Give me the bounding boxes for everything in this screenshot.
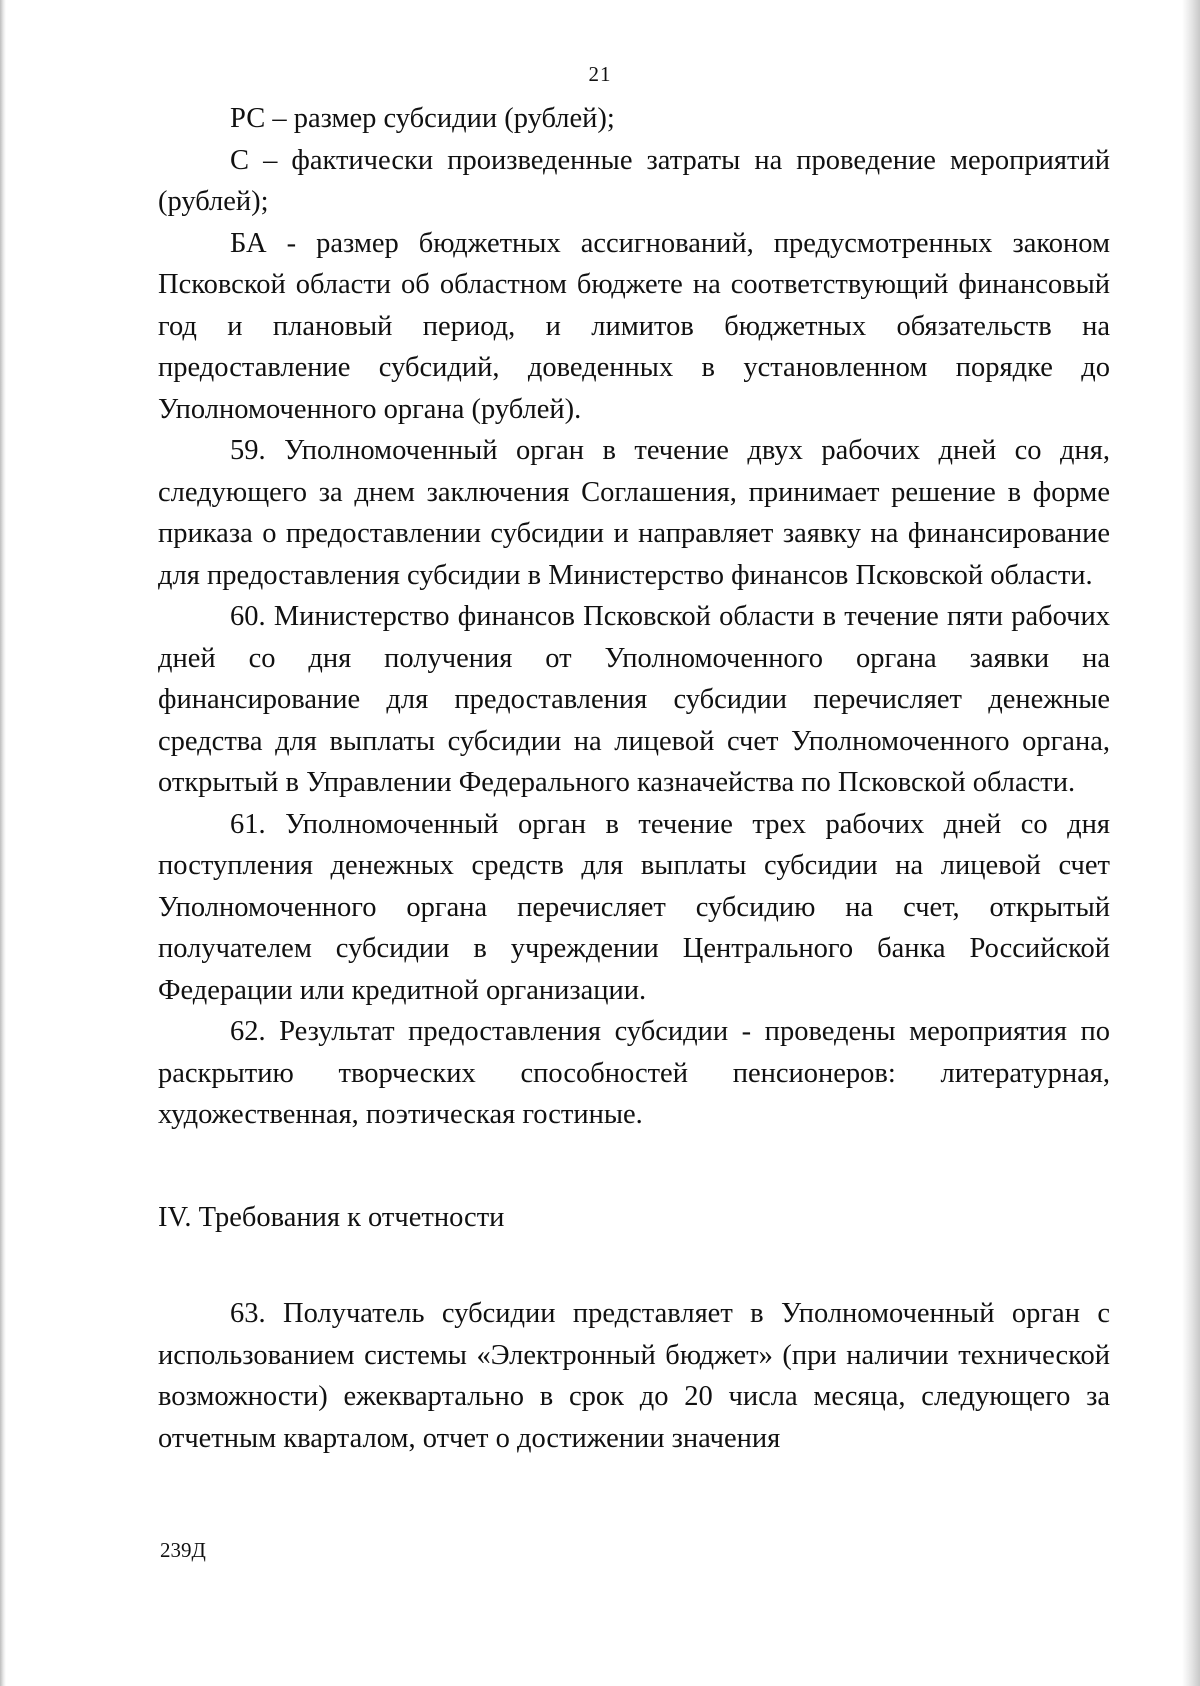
scan-edge-left	[0, 0, 6, 1686]
paragraph-rs-definition: РС – размер субсидии (рублей);	[230, 103, 615, 134]
document-code: 239Д	[160, 1538, 206, 1562]
paragraph-61: 61. Уполномоченный орган в течение трех рабочих дней со дня поступления денежных средств для выплаты субсидии на лицевой счет Уполномоченного органа перечисляет субсидию на счет, открытый получателем субсидии в учреждении Центрального банка Российской Федерации или кредитной организации.	[158, 808, 1110, 1006]
paragraph-59: 59. Уполномоченный орган в течение двух рабочих дней со дня, следующего за днем заключения Соглашения, принимает решение в форме приказа о предоставлении субсидии и направляет заявку на финансирование для предоставления субсидии в Министерство финансов Псковской области.	[158, 435, 1110, 591]
scan-edge-right	[1182, 0, 1200, 1686]
paragraph-ba-definition: БА - размер бюджетных ассигнований, предусмотренных законом Псковской области об областном бюджете на соответствующий финансовый год и плановый период, и лимитов бюджетных обязательств на предоставление субсидий, доведенных в установленном порядке до Уполномоченного органа (рублей).	[158, 227, 1110, 425]
paragraph-62: 62. Результат предоставления субсидии - проведены мероприятия по раскрытию творческих способностей пенсионеров: литературная, художественная, поэтическая гостиные.	[158, 1016, 1110, 1130]
document-body	[158, 98, 1110, 1459]
paragraph-60: 60. Министерство финансов Псковской области в течение пяти рабочих дней со дня получения от Уполномоченного органа заявки на финансирование для предоставления субсидии перечисляет денежные средства для выплаты субсидии на лицевой счет Уполномоченного органа, открытый в Управлении Федерального казначейства по Псковской области.	[158, 601, 1110, 798]
paragraph-c-definition: С – фактически произведенные затраты на проведение мероприятий (рублей);	[158, 144, 1110, 217]
section-heading: IV. Требования к отчетности	[158, 1201, 505, 1233]
page-number: 21	[588, 62, 612, 86]
paragraph-63: 63. Получатель субсидии представляет в Уполномоченный орган с использованием системы «Электронный бюджет» (при наличии технической возможности) ежеквартально в срок до 20 числа месяца, следующего за отчетным кварталом, отчет о достижении значения	[158, 1298, 1110, 1454]
